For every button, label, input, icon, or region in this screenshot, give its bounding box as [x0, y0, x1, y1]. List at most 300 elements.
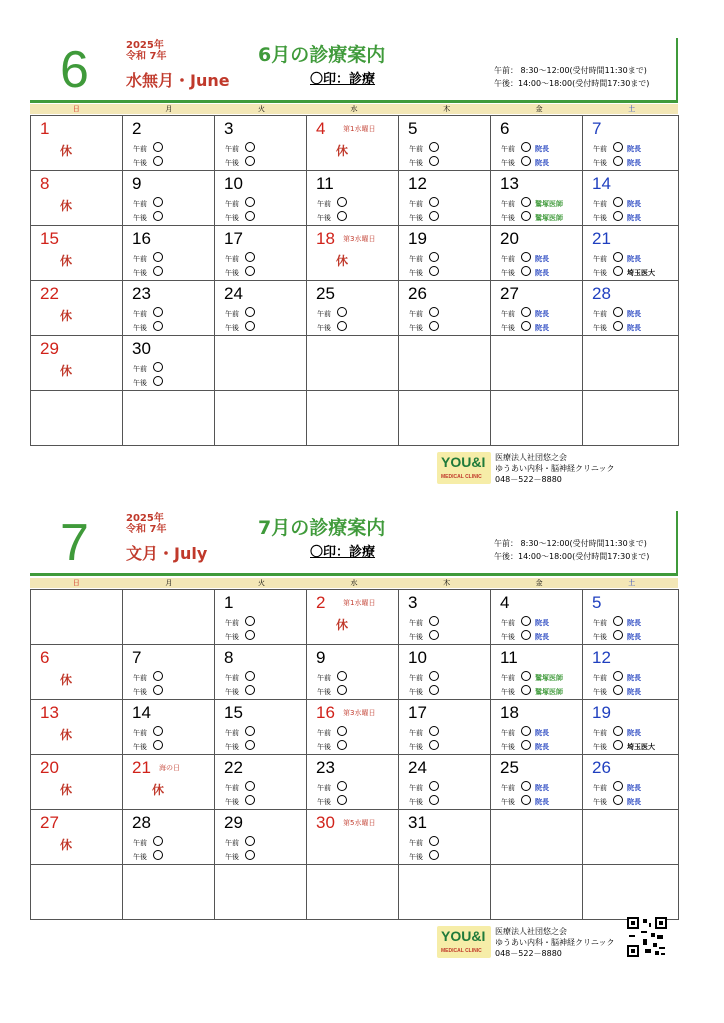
slot-label: 午後 [501, 743, 515, 751]
slot-label: 午前 [225, 255, 239, 263]
day-cell [399, 226, 491, 281]
open-circle-icon [429, 156, 439, 166]
afternoon-slot [409, 266, 443, 279]
morning-slot [225, 307, 259, 320]
hours-pm: 午後：14:00～18:00(受付時間17:30まで) [494, 79, 650, 88]
date-number: 9 [316, 648, 326, 667]
open-circle-icon [521, 630, 531, 640]
slot-label: 午後 [409, 324, 423, 332]
open-circle-icon [613, 795, 623, 805]
closed-label: 休 [60, 364, 73, 378]
slot-label: 午後 [317, 214, 331, 222]
afternoon-slot [593, 321, 641, 334]
clinic-phone: 048－522－8880 [495, 949, 562, 958]
weekday-label: 木 [443, 579, 451, 587]
closed-label: 休 [152, 783, 165, 797]
open-circle-icon [337, 197, 347, 207]
date-number: 13 [500, 174, 519, 193]
doctor-label: 院長 [535, 324, 549, 332]
slot-label: 午前 [317, 310, 331, 318]
date-number: 16 [316, 703, 335, 722]
open-circle-icon [521, 307, 531, 317]
day-cell [491, 391, 583, 446]
day-cell [307, 865, 399, 920]
open-circle-icon [521, 781, 531, 791]
day-cell [583, 336, 679, 391]
slot-label: 午前 [133, 200, 147, 208]
day-cell [583, 810, 679, 865]
slot-label: 午前 [225, 310, 239, 318]
day-cell [31, 226, 123, 281]
morning-slot [133, 252, 167, 265]
afternoon-slot [225, 211, 259, 224]
slot-label: 午後 [501, 633, 515, 641]
date-number: 5 [408, 119, 418, 138]
afternoon-slot [317, 211, 351, 224]
doctor-label: 院長 [535, 159, 549, 167]
accent-bar [676, 511, 678, 575]
date-number: 9 [132, 174, 142, 193]
slot-label: 午後 [593, 798, 607, 806]
doctor-label: 院長 [627, 200, 641, 208]
open-circle-icon [613, 726, 623, 736]
afternoon-slot [225, 321, 259, 334]
slot-label: 午前 [225, 619, 239, 627]
doctor-label: 埼玉医大 [627, 269, 655, 277]
day-cell [399, 755, 491, 810]
day-cell [31, 700, 123, 755]
open-circle-icon [613, 197, 623, 207]
slot-label: 午後 [409, 214, 423, 222]
day-cell [307, 226, 399, 281]
afternoon-slot [225, 156, 259, 169]
morning-slot [409, 836, 443, 849]
day-note: 第5水曜日 [343, 819, 376, 827]
doctor-label: 院長 [535, 633, 549, 641]
open-circle-icon [337, 685, 347, 695]
slot-label: 午前 [133, 365, 147, 373]
morning-slot [317, 307, 351, 320]
morning-slot [501, 671, 563, 684]
slot-label: 午前 [133, 145, 147, 153]
slot-label: 午後 [593, 324, 607, 332]
open-circle-icon [521, 616, 531, 626]
day-cell [215, 865, 307, 920]
open-circle-icon [245, 156, 255, 166]
morning-slot [409, 197, 443, 210]
slot-label: 午前 [501, 729, 515, 737]
month-number: 7 [60, 514, 89, 572]
day-cell [215, 590, 307, 645]
afternoon-slot [409, 740, 443, 753]
month-name: 文月・July [126, 544, 208, 563]
slot-label: 午後 [593, 688, 607, 696]
slot-label: 午後 [593, 743, 607, 751]
afternoon-slot [317, 321, 351, 334]
month-number: 6 [60, 41, 89, 99]
slot-label: 午後 [225, 214, 239, 222]
morning-slot [593, 252, 641, 265]
open-circle-icon [245, 836, 255, 846]
day-cell [583, 281, 679, 336]
date-number: 29 [40, 339, 59, 358]
morning-slot [409, 252, 443, 265]
doctor-label: 院長 [627, 324, 641, 332]
open-circle-icon [521, 156, 531, 166]
slot-label: 午前 [409, 729, 423, 737]
day-cell [123, 226, 215, 281]
open-circle-icon [521, 142, 531, 152]
day-cell [123, 336, 215, 391]
morning-slot [317, 781, 351, 794]
slot-label: 午後 [593, 633, 607, 641]
open-circle-icon [153, 685, 163, 695]
doctor-label: 院長 [627, 619, 641, 627]
header-rule [30, 573, 678, 576]
day-note: 海の日 [159, 764, 180, 772]
date-number: 2 [132, 119, 142, 138]
morning-slot [133, 307, 167, 320]
slot-label: 午後 [501, 159, 515, 167]
slot-label: 午前 [317, 200, 331, 208]
morning-slot [593, 671, 641, 684]
slot-label: 午前 [317, 674, 331, 682]
slot-label: 午後 [133, 743, 147, 751]
morning-slot [593, 197, 641, 210]
year-label: 2025年 [126, 513, 164, 524]
date-number: 23 [132, 284, 151, 303]
morning-slot [501, 726, 549, 739]
day-cell [123, 810, 215, 865]
slot-label: 午後 [593, 214, 607, 222]
slot-label: 午後 [225, 743, 239, 751]
slot-label: 午後 [225, 324, 239, 332]
afternoon-slot [593, 685, 641, 698]
open-circle-icon [153, 836, 163, 846]
closed-label: 休 [60, 838, 73, 852]
open-circle-icon [429, 211, 439, 221]
day-note: 第3水曜日 [343, 709, 376, 717]
doctor-label: 院長 [627, 688, 641, 696]
open-circle-icon [521, 252, 531, 262]
open-circle-icon [429, 197, 439, 207]
morning-slot [409, 781, 443, 794]
day-cell [491, 281, 583, 336]
day-cell [491, 865, 583, 920]
open-circle-icon [429, 252, 439, 262]
day-cell [399, 810, 491, 865]
doctor-label: 院長 [535, 729, 549, 737]
afternoon-slot [133, 850, 167, 863]
weekday-label: 土 [628, 579, 636, 587]
day-cell [307, 700, 399, 755]
open-circle-icon [153, 321, 163, 331]
doctor-label: 鷲塚医師 [535, 674, 563, 682]
afternoon-slot [593, 740, 655, 753]
morning-slot [409, 671, 443, 684]
open-circle-icon [613, 321, 623, 331]
morning-slot [409, 616, 443, 629]
date-number: 14 [132, 703, 151, 722]
day-cell [583, 700, 679, 755]
closed-label: 休 [336, 254, 349, 268]
slot-label: 午後 [409, 633, 423, 641]
slot-label: 午前 [593, 729, 607, 737]
closed-label: 休 [336, 618, 349, 632]
day-cell [491, 226, 583, 281]
open-circle-icon [613, 616, 623, 626]
afternoon-slot [225, 685, 259, 698]
open-circle-icon [429, 726, 439, 736]
open-circle-icon [245, 252, 255, 262]
morning-slot [225, 616, 259, 629]
closed-label: 休 [336, 144, 349, 158]
open-circle-icon [245, 321, 255, 331]
date-number: 1 [40, 119, 50, 138]
open-circle-icon [153, 197, 163, 207]
open-circle-icon [153, 307, 163, 317]
doctor-label: 院長 [627, 214, 641, 222]
doctor-label: 鷲塚医師 [535, 688, 563, 696]
accent-bar [676, 38, 678, 102]
open-circle-icon [245, 850, 255, 860]
week-row [31, 171, 679, 226]
week-row [31, 810, 679, 865]
open-circle-icon [153, 740, 163, 750]
doctor-label: 院長 [535, 269, 549, 277]
morning-slot [225, 671, 259, 684]
day-cell [215, 391, 307, 446]
slot-label: 午前 [593, 145, 607, 153]
weekday-label: 火 [257, 579, 265, 587]
afternoon-slot [501, 321, 549, 334]
clinic-corp: 医療法人社団悠之会 [495, 453, 567, 462]
closed-label: 休 [60, 199, 73, 213]
date-number: 3 [408, 593, 418, 612]
day-cell [123, 700, 215, 755]
slot-label: 午後 [317, 743, 331, 751]
morning-slot [225, 252, 259, 265]
morning-slot [317, 197, 351, 210]
day-note: 第3水曜日 [343, 235, 376, 243]
day-cell [307, 810, 399, 865]
afternoon-slot [593, 630, 641, 643]
doctor-label: 院長 [627, 145, 641, 153]
open-circle-icon [613, 307, 623, 317]
date-number: 15 [40, 229, 59, 248]
doctor-label: 院長 [535, 784, 549, 792]
date-number: 24 [408, 758, 427, 777]
date-number: 7 [592, 119, 602, 138]
date-number: 18 [500, 703, 519, 722]
day-cell [399, 116, 491, 171]
logo-brand: YOU&I [441, 928, 486, 944]
date-number: 12 [592, 648, 611, 667]
day-cell [31, 116, 123, 171]
day-cell [123, 645, 215, 700]
date-number: 30 [316, 813, 335, 832]
reiwa-label: 令和 7年 [126, 51, 167, 62]
slot-label: 午後 [593, 269, 607, 277]
open-circle-icon [153, 726, 163, 736]
day-cell [307, 755, 399, 810]
open-circle-icon [245, 671, 255, 681]
slot-label: 午前 [133, 255, 147, 263]
morning-slot [593, 142, 641, 155]
day-cell [491, 810, 583, 865]
day-cell [123, 171, 215, 226]
slot-label: 午前 [501, 619, 515, 627]
open-circle-icon [429, 321, 439, 331]
day-cell [31, 336, 123, 391]
date-number: 7 [132, 648, 142, 667]
afternoon-slot [593, 211, 641, 224]
slot-label: 午前 [225, 200, 239, 208]
afternoon-slot [133, 740, 167, 753]
year-label: 2025年 [126, 40, 164, 51]
slot-label: 午後 [501, 324, 515, 332]
afternoon-slot [317, 740, 351, 753]
day-cell [399, 865, 491, 920]
date-number: 18 [316, 229, 335, 248]
weekday-label: 火 [257, 105, 265, 113]
afternoon-slot [501, 685, 563, 698]
weekday-header [30, 578, 678, 588]
morning-slot [133, 197, 167, 210]
doctor-label: 院長 [535, 743, 549, 751]
date-number: 22 [40, 284, 59, 303]
slot-label: 午前 [593, 784, 607, 792]
doctor-label: 院長 [627, 784, 641, 792]
slot-label: 午後 [501, 214, 515, 222]
day-cell [491, 645, 583, 700]
open-circle-icon [245, 781, 255, 791]
afternoon-slot [409, 321, 443, 334]
slot-label: 午後 [593, 159, 607, 167]
legend: 〇印：診療 [310, 72, 376, 87]
weekday-label: 水 [350, 105, 358, 113]
date-number: 20 [500, 229, 519, 248]
morning-slot [225, 836, 259, 849]
date-number: 28 [592, 284, 611, 303]
morning-slot [409, 142, 443, 155]
morning-slot [317, 726, 351, 739]
slot-label: 午前 [133, 729, 147, 737]
calendar-grid [30, 589, 679, 920]
afternoon-slot [133, 211, 167, 224]
date-number: 4 [316, 119, 326, 138]
day-cell [399, 171, 491, 226]
open-circle-icon [245, 266, 255, 276]
clinic-logo [437, 452, 491, 484]
open-circle-icon [153, 266, 163, 276]
date-number: 19 [408, 229, 427, 248]
closed-label: 休 [60, 144, 73, 158]
open-circle-icon [245, 740, 255, 750]
open-circle-icon [337, 740, 347, 750]
date-number: 12 [408, 174, 427, 193]
morning-slot [133, 362, 167, 375]
afternoon-slot [409, 795, 443, 808]
day-cell [583, 755, 679, 810]
slot-label: 午前 [501, 310, 515, 318]
slot-label: 午前 [409, 145, 423, 153]
qr-code-icon[interactable] [627, 917, 667, 957]
afternoon-slot [225, 740, 259, 753]
afternoon-slot [501, 795, 549, 808]
day-cell [123, 755, 215, 810]
day-cell [307, 590, 399, 645]
day-cell [491, 171, 583, 226]
afternoon-slot [501, 630, 549, 643]
date-number: 29 [224, 813, 243, 832]
hours [494, 537, 649, 563]
legend: 〇印：診療 [310, 545, 376, 560]
day-cell [583, 645, 679, 700]
slot-label: 午前 [409, 310, 423, 318]
afternoon-slot [593, 795, 641, 808]
slot-label: 午後 [133, 214, 147, 222]
open-circle-icon [429, 685, 439, 695]
open-circle-icon [521, 740, 531, 750]
doctor-label: 鷲塚医師 [535, 214, 563, 222]
doctor-label: 院長 [535, 255, 549, 263]
slot-label: 午前 [409, 255, 423, 263]
afternoon-slot [501, 156, 549, 169]
open-circle-icon [153, 252, 163, 262]
day-cell [215, 755, 307, 810]
day-cell [123, 590, 215, 645]
doctor-label: 院長 [535, 619, 549, 627]
doctor-label: 院長 [627, 310, 641, 318]
afternoon-slot [409, 156, 443, 169]
slot-label: 午後 [133, 269, 147, 277]
date-number: 5 [592, 593, 602, 612]
slot-label: 午後 [409, 269, 423, 277]
afternoon-slot [593, 156, 641, 169]
hours-am: 午前： 8:30～12:00(受付時間11:30まで) [494, 539, 647, 548]
month-name: 水無月・June [126, 71, 230, 90]
slot-label: 午後 [409, 798, 423, 806]
morning-slot [409, 307, 443, 320]
page-title: 7月の診療案内 [258, 517, 386, 539]
slot-label: 午後 [317, 688, 331, 696]
open-circle-icon [521, 671, 531, 681]
clinic-name: ゆうあい内科・脳神経クリニック [495, 464, 615, 473]
clinic-info [495, 452, 615, 485]
day-cell [307, 391, 399, 446]
slot-label: 午前 [317, 784, 331, 792]
slot-label: 午後 [317, 324, 331, 332]
morning-slot [225, 142, 259, 155]
afternoon-slot [409, 685, 443, 698]
afternoon-slot [409, 850, 443, 863]
date-number: 28 [132, 813, 151, 832]
logo-sub: MEDICAL CLINIC [441, 948, 482, 954]
slot-label: 午前 [593, 310, 607, 318]
open-circle-icon [429, 142, 439, 152]
day-cell [31, 645, 123, 700]
day-cell [307, 281, 399, 336]
morning-slot [409, 726, 443, 739]
slot-label: 午後 [133, 159, 147, 167]
open-circle-icon [521, 197, 531, 207]
day-cell [399, 281, 491, 336]
day-cell [215, 281, 307, 336]
slot-label: 午後 [225, 633, 239, 641]
weekday-label: 木 [443, 105, 451, 113]
date-number: 27 [500, 284, 519, 303]
